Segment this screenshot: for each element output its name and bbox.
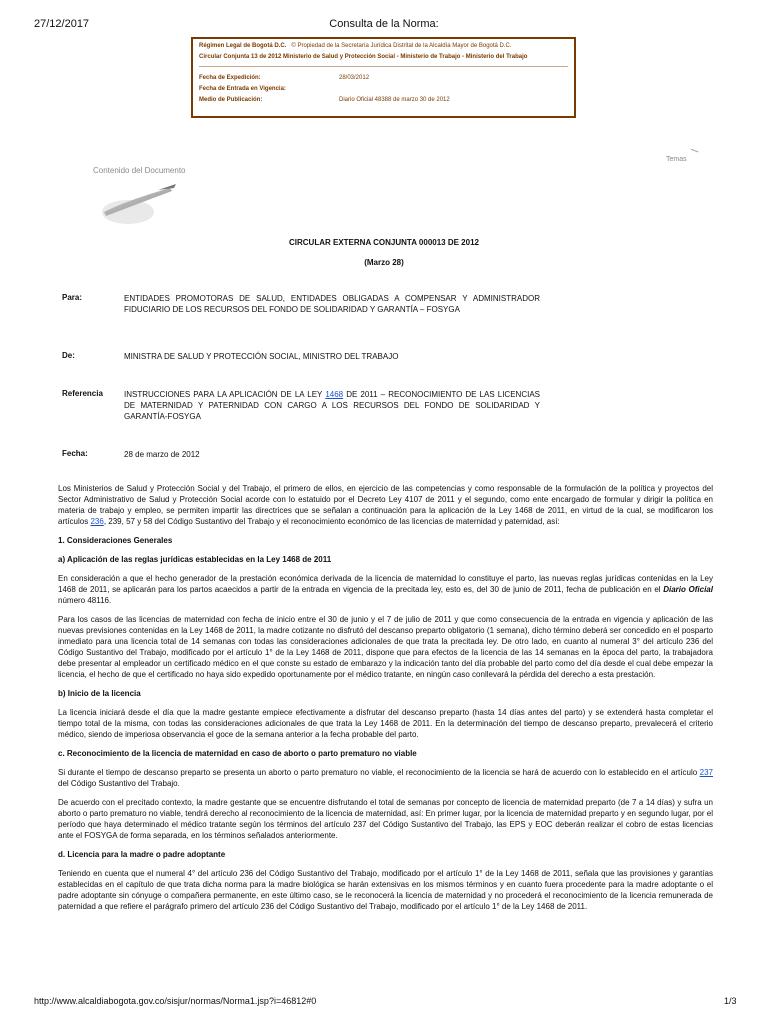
paragraph xyxy=(58,573,713,606)
paragraph xyxy=(58,767,713,789)
paragraph: Para los casos de las licencias de maternidad con fecha de inicio entre el 30 de junio y el 7 de julio de 2011 y que como consecuencia de la entrada en vigencia y aplicación de las nuevas previsiones contenidas en la Ley 1468 de 2011, la madre cotizante no disfrutó del descanso preparto obligatorio (1 semana), dicho término deberá ser concedido en el posparto inmediato para una licencia total de 14 semanas con todas las consideraciones adicionales de que trata la precitada ley. De otro lado, en cuanto al numeral 3° del artículo 236 del Código Sustantivo del Trabajo, modificado por el artículo 1° de la Ley 1468 de 2011, dispone que para efectos de la licencia de las 14 semanas en la época del parto, la trabajadora debe presentar al empleador un certificado médico en el que conste su estado de embarazo y la indicación tanto del día probable del parto como del día desde el cual debe empezar la licencia, el hecho de que el certificado no haya sido expedido oportunamente por el médico tratante, en ningún caso conllevará la pérdida del derecho a esta prestación. xyxy=(58,615,713,679)
subsection-heading: a) Aplicación de las reglas jurídicas establecidas en la Ley 1468 de 2011 xyxy=(58,555,332,564)
copyright-text: © Propiedad de la Secretaría Jurídica Distrital de la Alcaldía Mayor de Bogotá D.C. xyxy=(291,43,512,49)
info-field-value: 28/03/2012 xyxy=(339,75,370,81)
norm-title: Circular Conjunta 13 de 2012 Ministerio de Salud y Protección Social - Ministerio de Trabajo - Ministerio del Trabajo xyxy=(199,54,528,60)
footer-url: http://www.alcaldiabogota.gov.co/sisjur/normas/Norma1.jsp?i=46812#0 xyxy=(34,996,317,1006)
referencia-label: Referencia xyxy=(62,389,103,398)
referencia-text: DE 2011 – RECONOCIMIENTO DE LAS LICENCIAS DE MATERNIDAD Y PATERNIDAD CON CARGO A LOS RECURSOS DEL FONDO DE SOLIDARIDAD Y GARANTÍA-FOSYGA xyxy=(124,390,540,421)
paragraph: La licencia iniciará desde el día que la madre gestante empiece efectivamente a disfrutar del descanso preparto (hasta 14 días antes del parto) y se extenderá hasta completar el tiempo total de la misma, con todas las consideraciones adicionales de que trata la Ley 1468 de 2011. En la determinación del tiempo de descanso preparto, prevalecerá el criterio médico, siendo de imperiosa observancia el goce de la semana anterior a la fecha probable del parto. xyxy=(58,708,713,739)
info-field-value: Diario Oficial 48388 de marzo 30 de 2012 xyxy=(339,97,450,103)
info-field-vigencia xyxy=(199,86,568,92)
paragraph-text: Los Ministerios de Salud y Protección Social y del Trabajo, el primero de ellos, en ejercicio de las competencias y como responsable de la formulación de la política y proyectos del Sector Administrativo de Salud y Protección Social acorde con lo estatuido por el Decreto Ley 4107 de 2011 y el segundo, como ente encargado de formular y dirigir la política en materia de trabajo y empleo, se permiten impartir las directrices que se señalan a continuación para la aplicación de la Ley 1468 de 2011, en virtud de la cual, se modificaron los artículos xyxy=(58,484,713,526)
print-date: 27/12/2017 xyxy=(34,18,90,30)
subsection-heading: c. Reconocimiento de la licencia de maternidad en caso de aborto o parto prematuro no viable xyxy=(58,749,417,758)
norm-info-box xyxy=(191,37,576,118)
document-body xyxy=(58,483,713,920)
temas-link[interactable]: Temas xyxy=(666,156,687,163)
info-field-label: Fecha de Entrada en Vigencia: xyxy=(199,86,286,92)
paragraph-text: En consideración a que el hecho generador de la prestación económica derivada de la licencia de maternidad lo constituye el parto, las nuevas reglas jurídicas contenidas en la Ley 1468 de 2011, se aplicarán para los partos acaecidos a partir de la entrada en vigencia de la precitada ley, esto es, del 30 de junio de 2011, fecha de publicación en el xyxy=(58,574,713,594)
paragraph: Teniendo en cuenta que el numeral 4° del artículo 236 del Código Sustantivo del Trabajo, modificado por el artículo 1° de la Ley 1468 de 2011, señala que las provisiones y garantías establecidas en el capítulo de que trata dicha norma para la madre biológica se harán extensivas en los mismos términos y en cuanto fuera procedente para la madre adoptante o el padre adoptante sin cónyuge o compañera permanente, en este último caso, se le reconocerá la licencia de maternidad y no procederá el reconocimiento de la licencia remunerada de paternidad a que refiere el parágrafo primero del artículo 236 del Código Sustantivo del Trabajo, modificado por el artículo 1° de la Ley 1468 de 2011. xyxy=(58,869,713,911)
subsection-heading: d. Licencia para la madre o padre adoptante xyxy=(58,850,226,859)
info-divider xyxy=(199,66,568,67)
diario-oficial-text: Diario Oficial xyxy=(663,585,713,594)
doc-subtitle: (Marzo 28) xyxy=(364,258,404,267)
paragraph-text: número 48116. xyxy=(58,596,112,605)
info-field-publicacion xyxy=(199,97,568,103)
para-label: Para: xyxy=(62,293,83,302)
fecha-value: 28 de marzo de 2012 xyxy=(124,450,200,459)
subsection-heading: b) Inicio de la licencia xyxy=(58,689,141,698)
paragraph: De acuerdo con el precitado contexto, la madre gestante que se encuentre disfrutando el total de semanas por concepto de licencia de maternidad preparto (de 7 a 14 días) y sufra un aborto o parto prematuro no viable, tendrá derecho al reconocimiento de la licencia de maternidad, así: En primer lugar, por la licencia de maternidad preparto y en segundo lugar, por el período que haya determinado el médico tratante según los términos del artículo 237 del Código Sustantivo del Trabajo, las EPS y EOC deberán realizar el cobro de estas licencias ante el FOSYGA de forma separada, en los términos señalados anteriormente. xyxy=(58,798,713,840)
temas-icon[interactable] xyxy=(689,149,698,156)
info-header xyxy=(199,43,568,49)
doc-title: CIRCULAR EXTERNA CONJUNTA 000013 DE 2012 xyxy=(289,238,479,247)
de-label: De: xyxy=(62,351,75,360)
info-field-label: Fecha de Expedición: xyxy=(199,75,261,81)
de-value: MINISTRA DE SALUD Y PROTECCIÓN SOCIAL, MINISTRO DEL TRABAJO xyxy=(124,352,399,361)
page-number: 1/3 xyxy=(724,996,737,1006)
articulo-237-link[interactable]: 237 xyxy=(699,768,713,777)
print-title: Consulta de la Norma: xyxy=(329,18,439,30)
articulo-236-link[interactable]: 236 xyxy=(90,517,104,526)
info-field-expedicion xyxy=(199,75,568,81)
section-heading: 1. Consideraciones Generales xyxy=(58,536,173,545)
ley-1468-link[interactable]: 1468 xyxy=(325,390,344,399)
referencia-value xyxy=(124,389,540,422)
pen-icon xyxy=(98,182,178,228)
info-field-label: Medio de Publicación: xyxy=(199,97,263,103)
fecha-label: Fecha: xyxy=(62,449,88,458)
paragraph-text: del Código Sustantivo del Trabajo. xyxy=(58,779,180,788)
intro-paragraph xyxy=(58,483,713,527)
paragraph-text: , 239, 57 y 58 del Código Sustantivo del Trabajo y el reconocimiento económico de las licencias de maternidad y paternidad, así: xyxy=(103,517,560,526)
paragraph-text: Si durante el tiempo de descanso preparto se presenta un aborto o parto prematuro no viable, el reconocimiento de la licencia se hará de acuerdo con lo establecido en el artículo xyxy=(58,768,700,777)
brand-link[interactable]: Régimen Legal de Bogotá D.C. xyxy=(199,43,287,49)
referencia-text: INSTRUCCIONES PARA LA APLICACIÓN DE LA LEY xyxy=(124,390,326,399)
para-value: ENTIDADES PROMOTORAS DE SALUD, ENTIDADES OBLIGADAS A COMPENSAR Y ADMINISTRADOR FIDUCIARIO DE LOS RECURSOS DEL FONDO DE SOLIDARIDAD Y GARANTÍA – FOSYGA xyxy=(124,294,540,314)
contenido-label: Contenido del Documento xyxy=(93,166,186,175)
